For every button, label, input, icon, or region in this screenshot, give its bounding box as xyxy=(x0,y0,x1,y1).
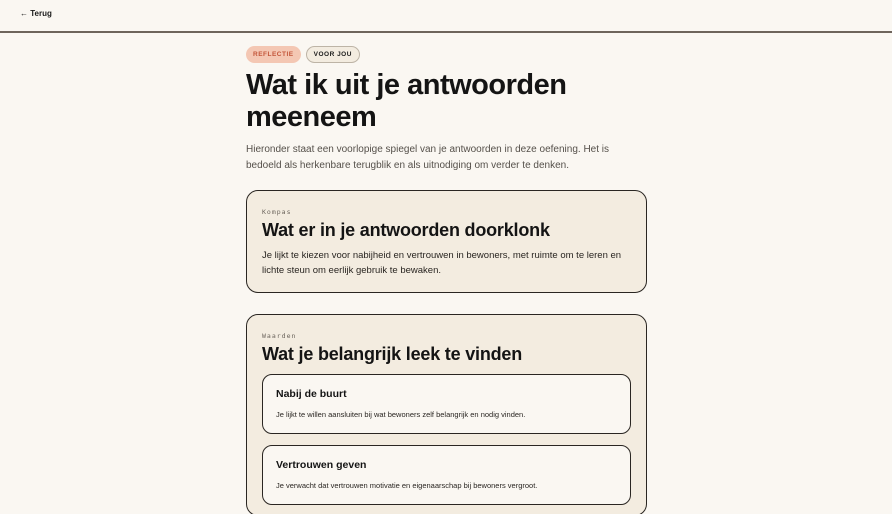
kompas-card xyxy=(246,190,647,293)
intro-text: Hieronder staat een voorlopige spiegel van je antwoorden in deze oefening. Het is bedoeld als herkenbare terugblik en als uitnodiging om verder te denken. xyxy=(246,144,610,171)
value-title: Vertrouwen geven xyxy=(276,459,367,471)
tag-row xyxy=(246,46,647,63)
value-title: Nabij de buurt xyxy=(276,388,347,400)
top-bar xyxy=(0,0,892,33)
back-link[interactable]: ← Terug xyxy=(20,9,52,18)
waarden-kicker: Waarden xyxy=(262,332,297,340)
waarden-card xyxy=(246,314,647,514)
value-card xyxy=(262,445,631,505)
kompas-kicker: Kompas xyxy=(262,208,292,216)
main-content xyxy=(246,46,647,514)
value-body: Je verwacht dat vertrouwen motivatie en eigenaarschap bij bewoners vergroot. xyxy=(276,481,538,490)
waarden-title: Wat je belangrijk leek te vinden xyxy=(262,344,523,364)
kompas-body: Je lijkt te kiezen voor nabijheid en vertrouwen in bewoners, met ruimte om te leren en lichte steun om eerlijk gebruik te bewaken. xyxy=(262,250,622,276)
value-body: Je lijkt te willen aansluiten bij wat bewoners zelf belangrijk en nodig vinden. xyxy=(276,410,526,419)
tag-reflectie: REFLECTIE xyxy=(246,46,301,63)
kompas-title: Wat er in je antwoorden doorklonk xyxy=(262,220,550,240)
value-card xyxy=(262,374,631,434)
page-title: Wat ik uit je antwoorden meeneem xyxy=(246,69,567,133)
tag-voor-jou: VOOR JOU xyxy=(306,46,360,63)
